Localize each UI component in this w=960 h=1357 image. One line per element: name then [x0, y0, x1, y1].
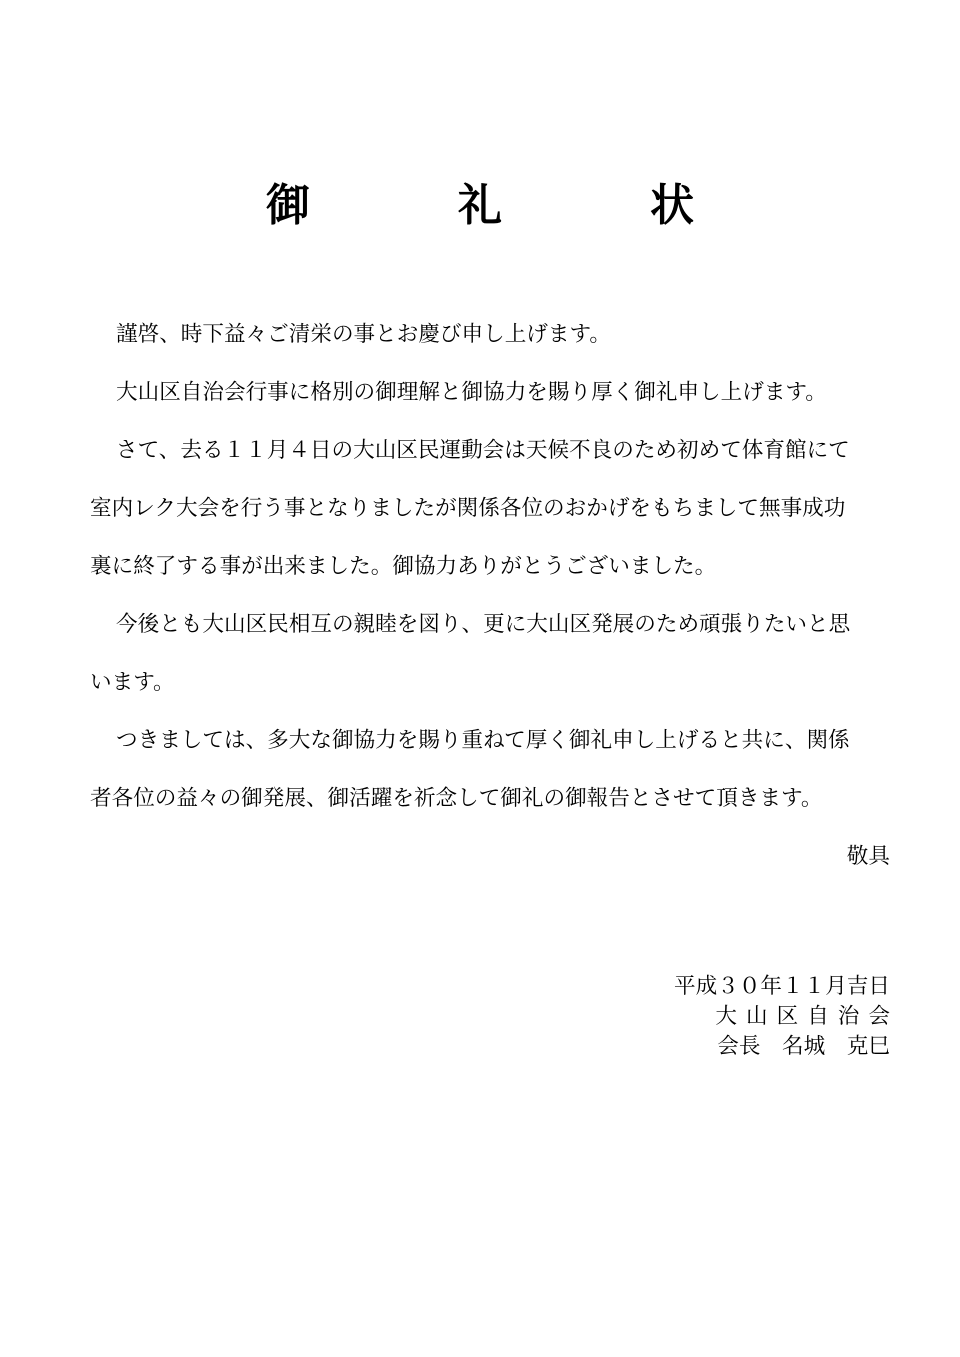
body-line: います。: [90, 670, 175, 695]
title-char: 御: [266, 180, 310, 231]
body-line: 謹啓、時下益々ご清栄の事とお慶び申し上げます。: [116, 322, 611, 347]
signature-date: 平成３０年１１月吉日: [674, 974, 890, 999]
body-line: 今後とも大山区民相互の親睦を図り、更に大山区発展のため頑張りたいと思: [116, 612, 851, 637]
title-char: 状: [650, 180, 694, 231]
title-char: 礼: [458, 180, 502, 231]
closing-word: 敬具: [846, 844, 890, 869]
body-line: さて、去る１１月４日の大山区民運動会は天候不良のため初めて体育館にて: [116, 438, 850, 463]
signature-organization: 大山区自治会: [715, 1004, 899, 1029]
body-line: つきましては、多大な御協力を賜り重ねて厚く御礼申し上げると共に、関係: [116, 728, 850, 753]
signature-representative: 会長 名城 克巳: [717, 1034, 890, 1059]
body-line: 裏に終了する事が出来ました。御協力ありがとうございました。: [90, 554, 717, 579]
body-line: 大山区自治会行事に格別の御理解と御協力を賜り厚く御礼申し上げます。: [116, 380, 827, 405]
page-title: [0, 176, 960, 236]
body-line: 者各位の益々の御発展、御活躍を祈念して御礼の御報告とさせて頂きます。: [90, 786, 823, 811]
body-line: 室内レク大会を行う事となりましたが関係各位のおかげをもちまして無事成功: [90, 496, 846, 521]
